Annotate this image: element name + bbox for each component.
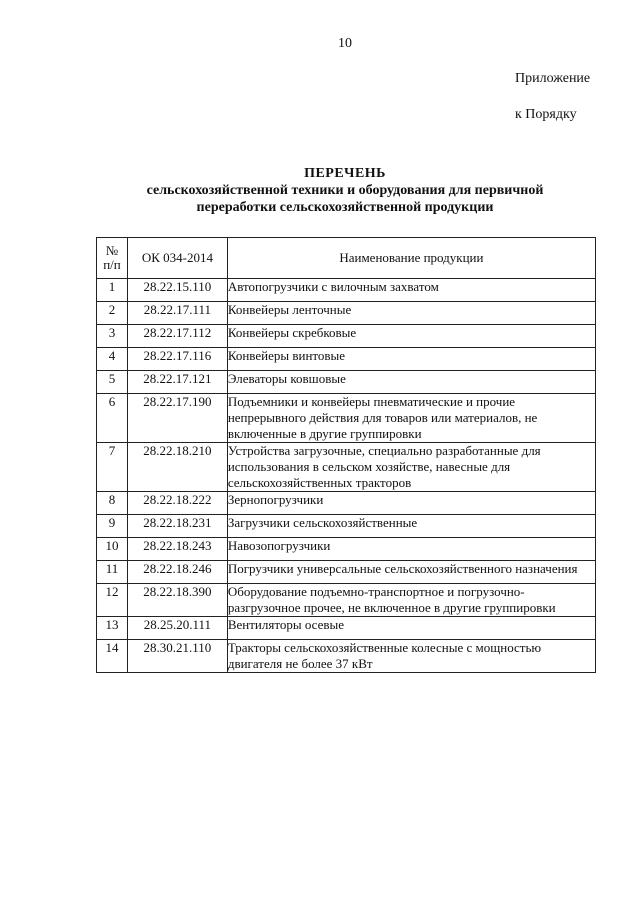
row-name: Конвейеры винтовые: [227, 348, 595, 371]
row-name: Тракторы сельскохозяйственные колесные с мощностью двигателя не более 37 кВт: [227, 640, 595, 673]
table-row: [97, 348, 596, 371]
row-code: 28.30.21.110: [127, 640, 227, 673]
products-table: [96, 237, 596, 673]
row-number: 7: [97, 443, 128, 492]
row-number: 12: [97, 584, 128, 617]
header-name: Наименование продукции: [227, 238, 595, 279]
row-number: 4: [97, 348, 128, 371]
row-code: 28.25.20.111: [127, 617, 227, 640]
appendix-target: к Порядку: [515, 107, 577, 122]
row-code: 28.22.17.112: [127, 325, 227, 348]
table-row: [97, 492, 596, 515]
row-code: 28.22.18.243: [127, 538, 227, 561]
row-code: 28.22.17.111: [127, 302, 227, 325]
appendix-label: Приложение: [515, 71, 591, 86]
row-name: Конвейеры скребковые: [227, 325, 595, 348]
document-heading: [0, 165, 640, 216]
table-row: [97, 443, 596, 492]
row-name: Загрузчики сельскохозяйственные: [227, 515, 595, 538]
table-row: [97, 325, 596, 348]
row-number: 3: [97, 325, 128, 348]
document-title: ПЕРЕЧЕНЬ: [304, 166, 386, 181]
table-row: [97, 640, 596, 673]
row-number: 8: [97, 492, 128, 515]
table-row: [97, 584, 596, 617]
appendix-reference: [515, 72, 590, 122]
row-code: 28.22.17.190: [127, 394, 227, 443]
row-name: Конвейеры ленточные: [227, 302, 595, 325]
row-name: Погрузчики универсальные сельскохозяйственного назначения: [227, 561, 595, 584]
row-code: 28.22.17.121: [127, 371, 227, 394]
row-name: Навозопогрузчики: [227, 538, 595, 561]
table-row: [97, 515, 596, 538]
document-subtitle-line-2: переработки сельскохозяйственной продукции: [196, 200, 494, 215]
row-name: Зернопогрузчики: [227, 492, 595, 515]
table-row: [97, 561, 596, 584]
document-subtitle-line-1: сельскохозяйственной техники и оборудования для первичной: [146, 183, 544, 198]
row-code: 28.22.18.246: [127, 561, 227, 584]
row-number: 9: [97, 515, 128, 538]
row-name: Вентиляторы осевые: [227, 617, 595, 640]
row-name: Автопогрузчики с вилочным захватом: [227, 279, 595, 302]
row-code: 28.22.18.390: [127, 584, 227, 617]
row-number: 2: [97, 302, 128, 325]
table-row: [97, 394, 596, 443]
header-number-abbrev: п/п: [103, 257, 121, 272]
header-number-symbol: №: [105, 243, 119, 258]
row-name: Элеваторы ковшовые: [227, 371, 595, 394]
header-number: [97, 238, 128, 279]
row-name: Оборудование подъемно-транспортное и погрузочно-разгрузочное прочее, не включенное в другие группировки: [227, 584, 595, 617]
row-code: 28.22.18.222: [127, 492, 227, 515]
row-code: 28.22.15.110: [127, 279, 227, 302]
row-code: 28.22.18.231: [127, 515, 227, 538]
row-number: 13: [97, 617, 128, 640]
table-row: [97, 538, 596, 561]
row-number: 1: [97, 279, 128, 302]
row-name: Подъемники и конвейеры пневматические и прочие непрерывного действия для товаров или материалов, не включенные в другие группировки: [227, 394, 595, 443]
row-number: 10: [97, 538, 128, 561]
row-code: 28.22.18.210: [127, 443, 227, 492]
table-row: [97, 279, 596, 302]
table-row: [97, 617, 596, 640]
table-row: [97, 371, 596, 394]
header-code: ОК 034-2014: [127, 238, 227, 279]
table-header-row: [97, 238, 596, 279]
row-number: 11: [97, 561, 128, 584]
row-code: 28.22.17.116: [127, 348, 227, 371]
row-number: 5: [97, 371, 128, 394]
row-number: 14: [97, 640, 128, 673]
table-row: [97, 302, 596, 325]
page-number: 10: [338, 36, 352, 51]
row-name: Устройства загрузочные, специально разработанные для использования в сельском хозяйстве, навесные для сельскохозяйственных тракторов: [227, 443, 595, 492]
row-number: 6: [97, 394, 128, 443]
